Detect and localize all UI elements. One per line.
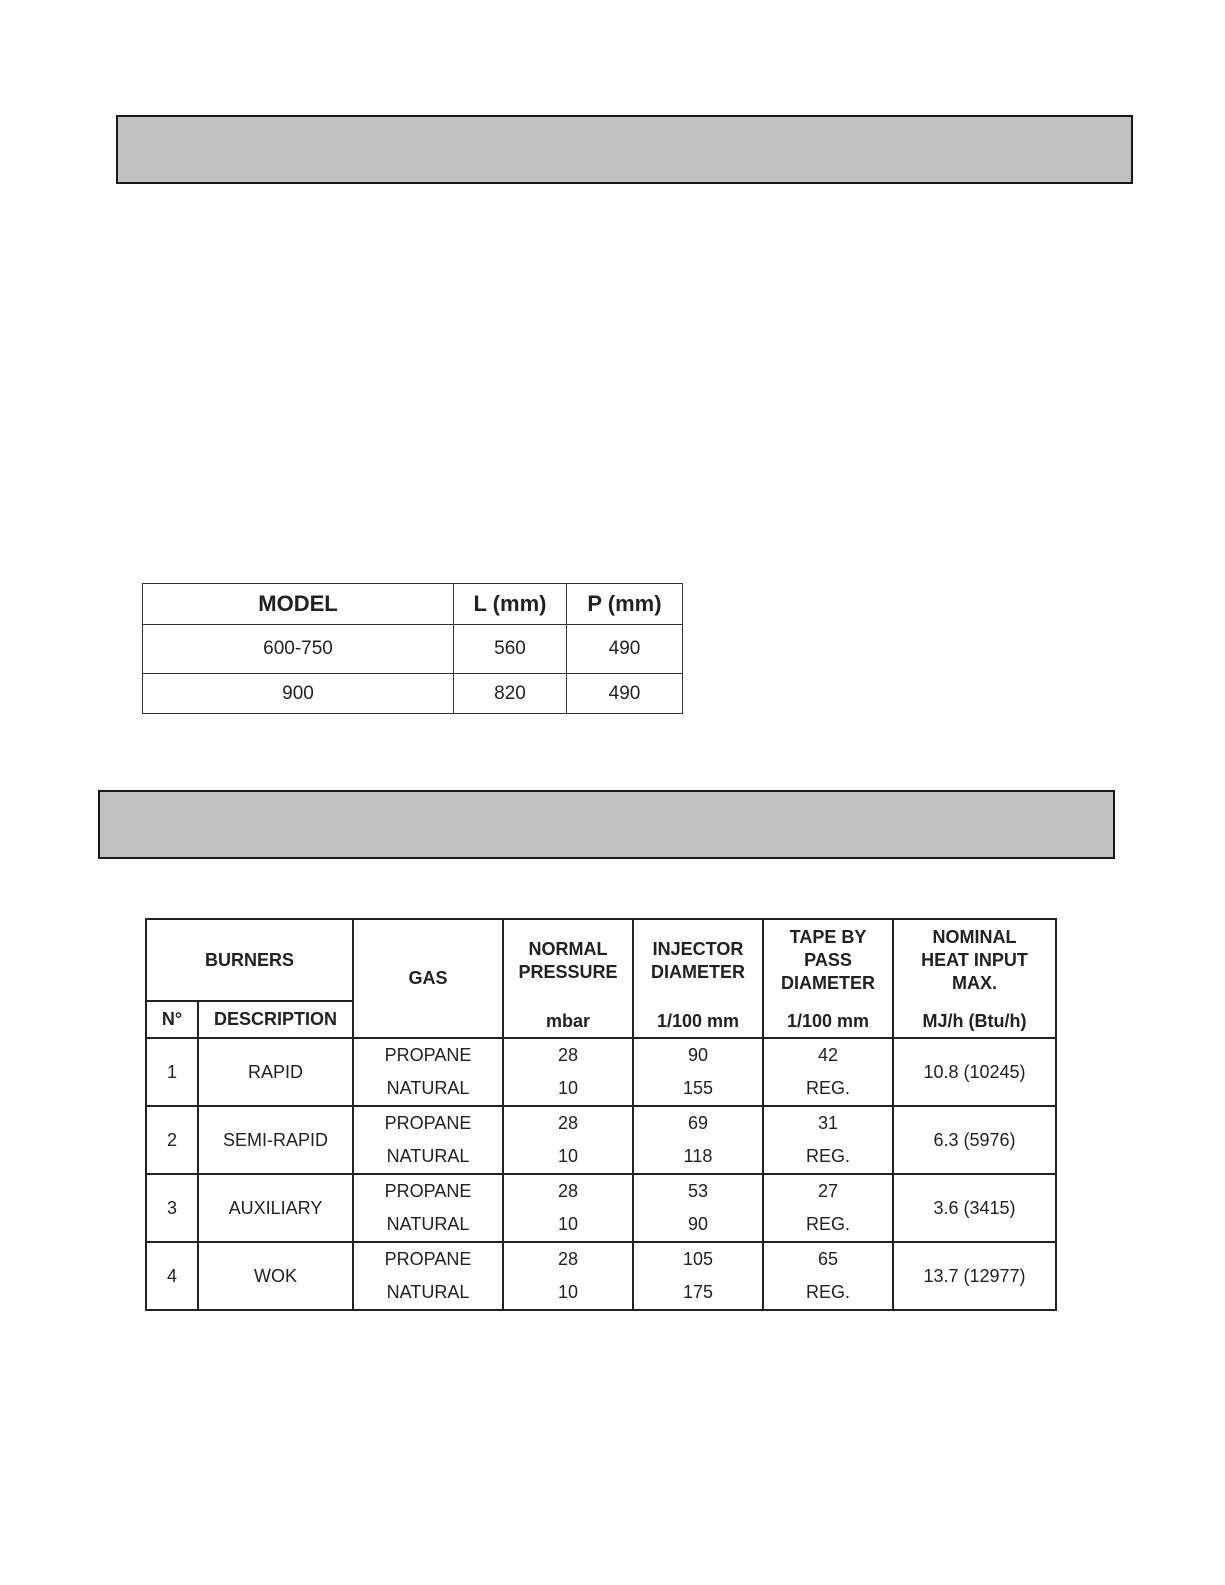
column-header-burners: BURNERS bbox=[146, 919, 353, 1001]
burner-description: SEMI-RAPID bbox=[198, 1106, 353, 1174]
heat-input-cell: 3.6 (3415) bbox=[893, 1174, 1056, 1242]
column-header-heat-input: NOMINAL HEAT INPUT MAX. bbox=[893, 919, 1056, 1001]
bypass-cell: 31 REG. bbox=[763, 1106, 893, 1174]
pressure-cell: 28 10 bbox=[503, 1174, 633, 1242]
table-row bbox=[146, 1106, 1056, 1174]
burner-description: RAPID bbox=[198, 1038, 353, 1106]
bypass-cell: 27 REG. bbox=[763, 1174, 893, 1242]
heat-input-cell: 10.8 (10245) bbox=[893, 1038, 1056, 1106]
table-row bbox=[146, 1038, 1056, 1106]
injector-cell: 90 155 bbox=[633, 1038, 763, 1106]
column-header-description: DESCRIPTION bbox=[198, 1001, 353, 1038]
injector-unit: 1/100 mm bbox=[633, 1001, 763, 1038]
bypass-cell: 42 REG. bbox=[763, 1038, 893, 1106]
burner-number: 3 bbox=[146, 1174, 198, 1242]
table-row bbox=[146, 1242, 1056, 1310]
pressure-cell: 28 10 bbox=[503, 1038, 633, 1106]
table-row bbox=[143, 674, 683, 714]
length-cell: 560 bbox=[454, 625, 567, 674]
gas-cell: PROPANE NATURAL bbox=[353, 1242, 503, 1310]
burner-specifications-table bbox=[145, 918, 1057, 1311]
gas-cell: PROPANE NATURAL bbox=[353, 1174, 503, 1242]
heat-input-cell: 13.7 (12977) bbox=[893, 1242, 1056, 1310]
heat-input-cell: 6.3 (5976) bbox=[893, 1106, 1056, 1174]
injector-cell: 69 118 bbox=[633, 1106, 763, 1174]
injector-cell: 53 90 bbox=[633, 1174, 763, 1242]
bypass-unit: 1/100 mm bbox=[763, 1001, 893, 1038]
gas-cell: PROPANE NATURAL bbox=[353, 1106, 503, 1174]
heat-input-unit: MJ/h (Btu/h) bbox=[893, 1001, 1056, 1038]
bypass-cell: 65 REG. bbox=[763, 1242, 893, 1310]
column-header-gas: GAS bbox=[353, 919, 503, 1038]
depth-cell: 490 bbox=[567, 625, 683, 674]
pressure-cell: 28 10 bbox=[503, 1242, 633, 1310]
column-header-number: N° bbox=[146, 1001, 198, 1038]
burner-number: 4 bbox=[146, 1242, 198, 1310]
column-header-bypass: TAPE BY PASS DIAMETER bbox=[763, 919, 893, 1001]
length-cell: 820 bbox=[454, 674, 567, 714]
burner-number: 1 bbox=[146, 1038, 198, 1106]
model-cell: 600-750 bbox=[143, 625, 454, 674]
burner-description: AUXILIARY bbox=[198, 1174, 353, 1242]
column-header-injector: INJECTOR DIAMETER bbox=[633, 919, 763, 1001]
section-header-banner bbox=[98, 790, 1115, 859]
model-dimensions-table bbox=[142, 583, 683, 714]
section-header-banner bbox=[116, 115, 1133, 184]
burner-number: 2 bbox=[146, 1106, 198, 1174]
gas-cell: PROPANE NATURAL bbox=[353, 1038, 503, 1106]
table-row bbox=[146, 1174, 1056, 1242]
depth-cell: 490 bbox=[567, 674, 683, 714]
table-row bbox=[143, 625, 683, 674]
column-header-pressure: NORMAL PRESSURE bbox=[503, 919, 633, 1001]
injector-cell: 105 175 bbox=[633, 1242, 763, 1310]
pressure-cell: 28 10 bbox=[503, 1106, 633, 1174]
column-header-model: MODEL bbox=[143, 584, 454, 625]
column-header-length: L (mm) bbox=[454, 584, 567, 625]
burner-description: WOK bbox=[198, 1242, 353, 1310]
model-cell: 900 bbox=[143, 674, 454, 714]
column-header-depth: P (mm) bbox=[567, 584, 683, 625]
pressure-unit: mbar bbox=[503, 1001, 633, 1038]
